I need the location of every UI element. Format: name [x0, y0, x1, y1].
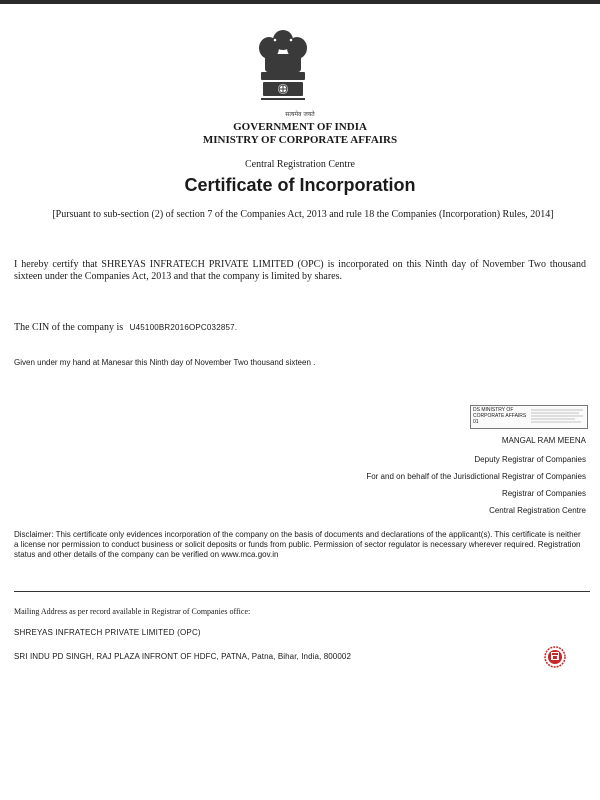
top-border — [0, 0, 600, 4]
disclaimer: Disclaimer: This certificate only evidences incorporation of the company on the basis of documents and declarations of the applicant(s). This certificate is neither a license nor permission to conduct business or solicit deposits or funds from public. Permission of sector regulator is necessary wherever required. Registration status and other details of the company can be verified on www.mca.gov.in — [14, 530, 581, 559]
emblem-seal-icon — [544, 645, 566, 669]
signatory-centre: Central Registration Centre — [489, 506, 586, 515]
signatory-registrar: Registrar of Companies — [501, 489, 586, 498]
national-emblem-icon — [255, 26, 311, 110]
centre-label: Central Registration Centre — [245, 159, 355, 170]
signatory-name: MANGAL RAM MEENA — [501, 436, 586, 445]
ministry-line: MINISTRY OF CORPORATE AFFAIRS — [202, 134, 398, 146]
cin-value: U45100BR2016OPC032857. — [129, 323, 238, 332]
digital-signature-box — [470, 405, 588, 429]
signatory-designation: Deputy Registrar of Companies — [474, 455, 586, 464]
given-statement: Given under my hand at Manesar this Ninth day of November Two thousand sixteen . — [14, 358, 316, 367]
signatory-behalf: For and on behalf of the Jurisdictional Registrar of Companies — [366, 472, 586, 481]
motto: सत्यमेव जयते — [285, 111, 315, 118]
certification-statement: I hereby certify that SHREYAS INFRATECH PRIVATE LIMITED (OPC) is incorporated on this Ninth day of November Two thousand sixteen under the Companies Act, 2013 and that the company is limited by shares. — [14, 259, 586, 282]
government-line: GOVERNMENT OF INDIA — [233, 121, 367, 133]
mailing-address: SRI INDU PD SINGH, RAJ PLAZA INFRONT OF HDFC, PATNA, Patna, Bihar, India, 800002 — [14, 652, 351, 661]
pursuant-note: [Pursuant to sub-section (2) of section 7 of the Companies Act, 2013 and rule 18 the Companies (Incorporation) Rules, 2014] — [52, 209, 554, 220]
mailing-label: Mailing Address as per record available in Registrar of Companies office: — [14, 607, 251, 616]
divider — [14, 591, 590, 592]
cin-label: The CIN of the company is — [14, 322, 124, 333]
digital-signature-text: DS MINISTRY OF CORPORATE AFFAIRS 01 — [473, 407, 527, 425]
mailing-company: SHREYAS INFRATECH PRIVATE LIMITED (OPC) — [14, 628, 201, 637]
digital-signature-scribble-icon — [529, 407, 585, 426]
cin-line — [14, 322, 237, 333]
certificate-title: Certificate of Incorporation — [184, 175, 416, 195]
government-heading — [0, 121, 600, 147]
